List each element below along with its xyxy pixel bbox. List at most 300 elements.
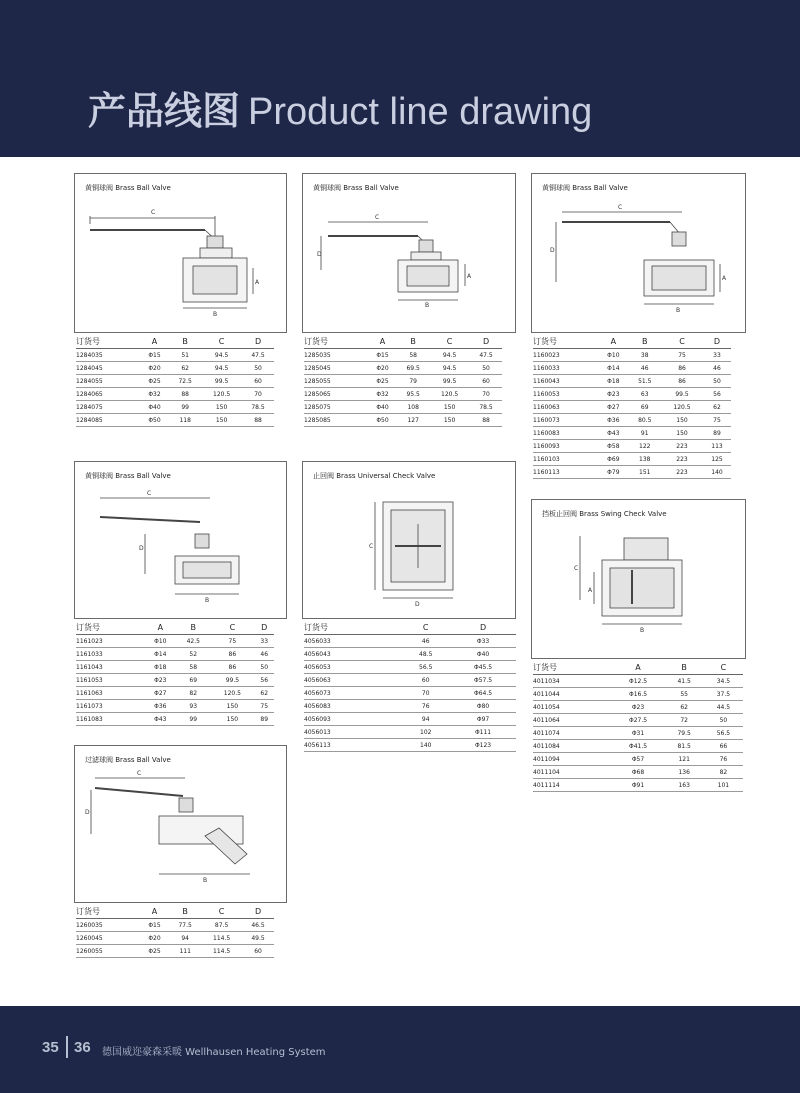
table-row [533, 740, 743, 753]
column-header: B [665, 660, 704, 675]
page-number-right: 36 [74, 1039, 91, 1056]
table-row [304, 687, 516, 700]
panel-title: 黄铜球阀 Brass Ball Valve [542, 184, 628, 192]
table-cell: 4011104 [533, 766, 611, 779]
table-cell: 46 [254, 648, 274, 661]
table-cell: Φ33 [450, 635, 516, 648]
table-cell: 99.5 [210, 674, 254, 687]
table-cell: 76 [704, 753, 743, 766]
table-cell: 88 [169, 388, 201, 401]
table-cell: 62 [169, 362, 201, 375]
table-cell: 94.5 [201, 362, 242, 375]
table-cell: 4056063 [304, 674, 401, 687]
table-cell: 60 [401, 674, 450, 687]
column-header: C [210, 620, 254, 635]
table-cell: Φ16.5 [611, 688, 664, 701]
column-header: 订货号 [76, 620, 144, 635]
table-row [533, 375, 731, 388]
table-cell: 120.5 [210, 687, 254, 700]
table-row [76, 648, 274, 661]
table-cell: 60 [242, 945, 274, 958]
column-header: A [598, 334, 628, 349]
table-cell: 1284045 [76, 362, 140, 375]
table-cell: Φ43 [144, 713, 176, 726]
table-cell: Φ27 [598, 401, 628, 414]
table-cell: 70 [470, 388, 502, 401]
svg-text:A: A [467, 273, 472, 280]
column-header: 订货号 [533, 660, 611, 675]
table-cell: Φ91 [611, 779, 664, 792]
column-header: A [144, 620, 176, 635]
product-panel-5 [302, 461, 516, 749]
table-header-row [533, 334, 731, 349]
column-header: B [169, 334, 201, 349]
table-row [533, 701, 743, 714]
table-cell: 4011094 [533, 753, 611, 766]
table-cell: 55 [665, 688, 704, 701]
table-cell: 78.5 [242, 401, 274, 414]
table-cell: Φ43 [598, 427, 628, 440]
table-cell: Φ123 [450, 739, 516, 752]
table-row [304, 661, 516, 674]
table-cell: 49.5 [242, 932, 274, 945]
table-cell: 99 [169, 401, 201, 414]
table-cell: 70 [242, 388, 274, 401]
page-header [0, 0, 800, 157]
table-cell: 79 [397, 375, 429, 388]
table-row [533, 779, 743, 792]
table-cell: 44.5 [704, 701, 743, 714]
table-cell: 223 [661, 440, 703, 453]
table-cell: Φ14 [598, 362, 628, 375]
column-header: D [242, 904, 274, 919]
panel-title: 黄铜球阀 Brass Ball Valve [313, 184, 399, 192]
table-cell: 62 [254, 687, 274, 700]
table-row [76, 635, 274, 648]
table-cell: Φ31 [611, 727, 664, 740]
panel-title: 过滤球阀 Brass Ball Valve [85, 756, 171, 764]
table-row [304, 401, 502, 414]
table-cell: 91 [628, 427, 661, 440]
table-cell: 1260055 [76, 945, 140, 958]
column-header: D [703, 334, 731, 349]
table-cell: Φ50 [368, 414, 397, 427]
table-cell: 120.5 [429, 388, 470, 401]
table-cell: Φ25 [140, 945, 169, 958]
swing-check-valve-drawing [532, 500, 745, 658]
table-cell: 33 [703, 349, 731, 362]
table-cell: 1285045 [304, 362, 368, 375]
table-cell: 50 [703, 375, 731, 388]
table-cell: 1284065 [76, 388, 140, 401]
table-cell: 60 [242, 375, 274, 388]
table-header-row [76, 620, 274, 635]
table-cell: 140 [401, 739, 450, 752]
table-row [533, 362, 731, 375]
table-cell: 46 [703, 362, 731, 375]
table-cell: 1161083 [76, 713, 144, 726]
table-cell: 46 [628, 362, 661, 375]
table-row [304, 648, 516, 661]
svg-text:B: B [205, 597, 210, 604]
table-header-row [76, 334, 274, 349]
table-cell: 75 [703, 414, 731, 427]
table-cell: 120.5 [201, 388, 242, 401]
table-cell: Φ25 [140, 375, 169, 388]
table-cell: Φ20 [140, 932, 169, 945]
table-cell: 99.5 [201, 375, 242, 388]
table-cell: 4056053 [304, 661, 401, 674]
column-header: C [201, 904, 242, 919]
table-cell: Φ27.5 [611, 714, 664, 727]
column-header: D [470, 334, 502, 349]
table-row [76, 661, 274, 674]
table-row [304, 739, 516, 752]
table-cell: 89 [254, 713, 274, 726]
table-row [304, 635, 516, 648]
table-cell: 1285085 [304, 414, 368, 427]
table-row [304, 414, 502, 427]
table-cell: 1285055 [304, 375, 368, 388]
table-cell: 122 [628, 440, 661, 453]
panel-title: 黄铜球阀 Brass Ball Valve [85, 184, 171, 192]
table-cell: 1284055 [76, 375, 140, 388]
table-row [533, 427, 731, 440]
table-cell: Φ20 [368, 362, 397, 375]
table-header-row [304, 620, 516, 635]
table-row [533, 688, 743, 701]
table-cell: 47.5 [470, 349, 502, 362]
table-cell: 72.5 [169, 375, 201, 388]
table-cell: 75 [661, 349, 703, 362]
table-cell: 1284035 [76, 349, 140, 362]
table-cell: Φ20 [140, 362, 169, 375]
table-cell: Φ23 [611, 701, 664, 714]
svg-text:C: C [369, 543, 374, 550]
table-cell: 50 [254, 661, 274, 674]
footer-brand: 德国威迩豪森采暖 Wellhausen Heating System [102, 1047, 326, 1058]
table-cell: 50 [470, 362, 502, 375]
spec-table [304, 334, 502, 427]
spec-table [533, 334, 731, 479]
table-cell: 150 [210, 700, 254, 713]
table-cell: 4056113 [304, 739, 401, 752]
table-row [533, 727, 743, 740]
panel-title: 止回阀 Brass Universal Check Valve [313, 472, 436, 480]
svg-text:B: B [213, 311, 218, 318]
table-cell: Φ10 [598, 349, 628, 362]
page-footer [0, 1006, 800, 1093]
table-cell: 1285035 [304, 349, 368, 362]
svg-text:D: D [317, 251, 322, 258]
table-cell: Φ14 [144, 648, 176, 661]
table-row [304, 700, 516, 713]
table-cell: 1160103 [533, 453, 598, 466]
table-cell: 151 [628, 466, 661, 479]
table-cell: 89 [703, 427, 731, 440]
table-cell: 4056013 [304, 726, 401, 739]
table-cell: 136 [665, 766, 704, 779]
table-cell: 70 [401, 687, 450, 700]
column-header: C [661, 334, 703, 349]
table-cell: 1161063 [76, 687, 144, 700]
svg-text:D: D [85, 809, 90, 816]
table-cell: 86 [661, 375, 703, 388]
table-cell: 127 [397, 414, 429, 427]
table-cell: Φ40 [450, 648, 516, 661]
table-cell: 4011044 [533, 688, 611, 701]
table-cell: 48.5 [401, 648, 450, 661]
table-cell: 121 [665, 753, 704, 766]
table-cell: 34.5 [704, 675, 743, 688]
table-cell: 41.5 [665, 675, 704, 688]
table-cell: 46.5 [242, 919, 274, 932]
column-header: A [368, 334, 397, 349]
table-cell: 93 [176, 700, 210, 713]
svg-text:D: D [550, 247, 555, 254]
table-cell: 99.5 [429, 375, 470, 388]
table-row [533, 440, 731, 453]
table-row [533, 753, 743, 766]
table-cell: 86 [210, 661, 254, 674]
svg-text:C: C [151, 209, 156, 216]
table-cell: 101 [704, 779, 743, 792]
table-cell: 47.5 [242, 349, 274, 362]
table-cell: 87.5 [201, 919, 242, 932]
table-cell: 1284075 [76, 401, 140, 414]
table-cell: 1285065 [304, 388, 368, 401]
table-cell: 150 [201, 414, 242, 427]
table-row [533, 414, 731, 427]
table-cell: 4011054 [533, 701, 611, 714]
table-cell: 1160023 [533, 349, 598, 362]
spec-table [533, 660, 743, 792]
table-cell: 99.5 [661, 388, 703, 401]
table-cell: 51.5 [628, 375, 661, 388]
table-row [533, 401, 731, 414]
table-cell: 1160043 [533, 375, 598, 388]
spec-table [76, 334, 274, 427]
table-cell: 1161033 [76, 648, 144, 661]
table-cell: 118 [169, 414, 201, 427]
column-header: B [628, 334, 661, 349]
table-cell: Φ15 [368, 349, 397, 362]
table-cell: Φ64.5 [450, 687, 516, 700]
column-header: C [429, 334, 470, 349]
table-cell: Φ23 [598, 388, 628, 401]
table-cell: 4011034 [533, 675, 611, 688]
svg-text:C: C [618, 204, 623, 211]
table-cell: 125 [703, 453, 731, 466]
table-cell: 1160053 [533, 388, 598, 401]
table-cell: 33 [254, 635, 274, 648]
table-cell: 4056033 [304, 635, 401, 648]
table-cell: 88 [242, 414, 274, 427]
column-header: A [140, 334, 169, 349]
column-header: C [201, 334, 242, 349]
table-row [304, 726, 516, 739]
table-cell: Φ79 [598, 466, 628, 479]
column-header: B [397, 334, 429, 349]
table-row [76, 700, 274, 713]
table-row [76, 919, 274, 932]
table-cell: 1160083 [533, 427, 598, 440]
table-row [76, 945, 274, 958]
table-cell: 4056073 [304, 687, 401, 700]
table-cell: Φ36 [144, 700, 176, 713]
table-cell: Φ40 [140, 401, 169, 414]
table-row [304, 674, 516, 687]
svg-text:C: C [574, 565, 579, 572]
table-cell: Φ58 [598, 440, 628, 453]
table-cell: 94 [401, 713, 450, 726]
table-cell: 78.5 [470, 401, 502, 414]
table-cell: 111 [169, 945, 201, 958]
column-header: A [140, 904, 169, 919]
table-cell: Φ18 [598, 375, 628, 388]
table-cell: 58 [397, 349, 429, 362]
table-cell: 94.5 [429, 362, 470, 375]
table-cell: 1161053 [76, 674, 144, 687]
table-cell: 102 [401, 726, 450, 739]
table-cell: Φ41.5 [611, 740, 664, 753]
table-cell: Φ50 [140, 414, 169, 427]
panel-title: 黄铜球阀 Brass Ball Valve [85, 472, 171, 480]
table-cell: 1161073 [76, 700, 144, 713]
column-header: 订货号 [304, 334, 368, 349]
table-cell: 86 [210, 648, 254, 661]
table-cell: 51 [169, 349, 201, 362]
table-cell: 88 [470, 414, 502, 427]
table-cell: 1160033 [533, 362, 598, 375]
column-header: B [176, 620, 210, 635]
table-row [304, 362, 502, 375]
table-cell: 138 [628, 453, 661, 466]
table-cell: 1260045 [76, 932, 140, 945]
table-cell: Φ68 [611, 766, 664, 779]
table-row [533, 388, 731, 401]
table-row [76, 932, 274, 945]
table-cell: 150 [210, 713, 254, 726]
table-cell: 1160093 [533, 440, 598, 453]
table-row [533, 766, 743, 779]
table-cell: 52 [176, 648, 210, 661]
table-cell: Φ32 [140, 388, 169, 401]
table-cell: 4011074 [533, 727, 611, 740]
table-cell: 94.5 [201, 349, 242, 362]
table-cell: 223 [661, 466, 703, 479]
table-cell: 1260035 [76, 919, 140, 932]
column-header: 订货号 [76, 904, 140, 919]
svg-text:A: A [255, 279, 260, 286]
product-panel-4 [74, 461, 287, 723]
table-cell: 4056043 [304, 648, 401, 661]
table-cell: Φ97 [450, 713, 516, 726]
column-header: B [169, 904, 201, 919]
table-cell: 75 [210, 635, 254, 648]
table-cell: 1160113 [533, 466, 598, 479]
page-title [88, 80, 592, 135]
table-cell: 38 [628, 349, 661, 362]
table-row [304, 349, 502, 362]
table-cell: 94 [169, 932, 201, 945]
table-cell: 114.5 [201, 945, 242, 958]
table-cell: 150 [201, 401, 242, 414]
page-separator [66, 1036, 68, 1058]
svg-text:B: B [676, 307, 681, 314]
svg-text:B: B [425, 302, 430, 309]
column-header: D [450, 620, 516, 635]
table-cell: 81.5 [665, 740, 704, 753]
table-cell: 1160073 [533, 414, 598, 427]
panel-title: 挡板止回阀 Brass Swing Check Valve [542, 510, 667, 518]
table-cell: 69 [176, 674, 210, 687]
column-header: D [242, 334, 274, 349]
table-cell: 1161023 [76, 635, 144, 648]
table-cell: 50 [704, 714, 743, 727]
table-cell: 150 [429, 401, 470, 414]
table-cell: Φ69 [598, 453, 628, 466]
table-cell: 69.5 [397, 362, 429, 375]
table-row [533, 349, 731, 362]
table-cell: 1285075 [304, 401, 368, 414]
table-cell: 150 [661, 427, 703, 440]
spec-table [76, 904, 274, 958]
table-cell: Φ10 [144, 635, 176, 648]
table-cell: 4056083 [304, 700, 401, 713]
table-header-row [533, 660, 743, 675]
table-cell: Φ18 [144, 661, 176, 674]
product-panel-1 [74, 173, 287, 424]
table-cell: 56 [254, 674, 274, 687]
table-cell: 94.5 [429, 349, 470, 362]
table-cell: 79.5 [665, 727, 704, 740]
column-header: 订货号 [533, 334, 598, 349]
table-cell: Φ15 [140, 349, 169, 362]
table-cell: Φ80 [450, 700, 516, 713]
table-cell: 1161043 [76, 661, 144, 674]
column-header: C [401, 620, 450, 635]
table-cell: Φ32 [368, 388, 397, 401]
table-cell: 163 [665, 779, 704, 792]
table-cell: Φ25 [368, 375, 397, 388]
table-cell: 1160063 [533, 401, 598, 414]
table-cell: 82 [176, 687, 210, 700]
table-cell: 95.5 [397, 388, 429, 401]
table-cell: 72 [665, 714, 704, 727]
table-row [304, 713, 516, 726]
column-header: C [704, 660, 743, 675]
svg-text:C: C [137, 770, 142, 777]
table-cell: Φ40 [368, 401, 397, 414]
spec-table [76, 620, 274, 726]
table-header-row [76, 904, 274, 919]
spec-table [304, 620, 516, 752]
table-row [76, 362, 274, 375]
table-cell: 76 [401, 700, 450, 713]
table-cell: Φ27 [144, 687, 176, 700]
svg-text:D: D [139, 545, 144, 552]
table-cell: 50 [242, 362, 274, 375]
table-cell: 62 [703, 401, 731, 414]
table-row [76, 401, 274, 414]
table-cell: 150 [661, 414, 703, 427]
table-cell: 120.5 [661, 401, 703, 414]
filter-ball-valve-drawing [75, 746, 286, 902]
product-panel-3 [531, 173, 746, 476]
table-row [533, 466, 731, 479]
table-cell: 140 [703, 466, 731, 479]
